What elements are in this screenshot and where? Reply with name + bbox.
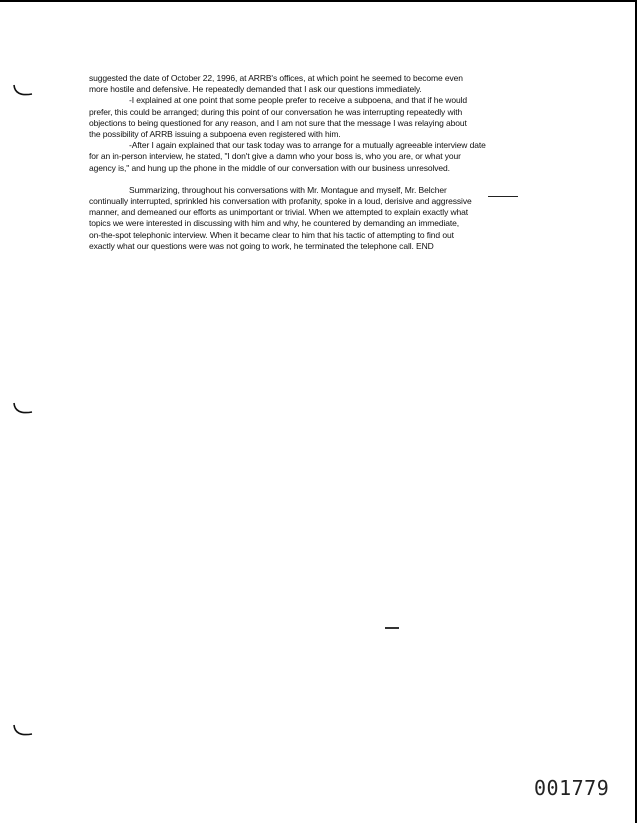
body-line: -After I again explained that our task today was to arrange for a mutually agreeable interview date (129, 140, 486, 151)
stray-dash-mark (385, 627, 399, 629)
punch-hole-mark-top (12, 84, 34, 100)
body-line: Summarizing, throughout his conversations with Mr. Montague and myself, Mr. Belcher (129, 184, 447, 195)
punch-hole-mark-middle (12, 402, 34, 418)
document-number-stamp: 001779 (534, 776, 610, 800)
body-line: continually interrupted, sprinkled his conversation with profanity, spoke in a loud, derisive and aggressive (89, 196, 472, 207)
paragraph-gap (89, 174, 559, 185)
body-line: objections to being questioned for any reason, and I am not sure that the message I was relaying about (89, 117, 467, 128)
body-line: prefer, this could be arranged; during this point of our conversation he was interrupting repeatedly with (89, 106, 463, 117)
body-line: the possibility of ARRB issuing a subpoena even registered with him. (89, 129, 341, 140)
body-line: exactly what our questions were was not going to work, he terminated the telephone call. END (89, 240, 434, 251)
redaction-overline-mark (488, 196, 518, 197)
body-line: manner, and demeaned our efforts as unimportant or trivial. When we attempted to explain exactly what (89, 207, 469, 218)
punch-hole-mark-bottom (12, 724, 34, 740)
page-border-top (0, 0, 637, 2)
memo-body (89, 73, 559, 252)
body-line: agency is," and hung up the phone in the middle of our conversation with our business unresolved. (89, 162, 450, 173)
body-line: more hostile and defensive. He repeatedly demanded that I ask our questions immediately. (89, 84, 422, 95)
body-line: topics we were interested in discussing with him and why, he countered by demanding an immediate, (89, 218, 460, 229)
body-line: on-the-spot telephonic interview. When it became clear to him that his tactic of attempting to find out (89, 229, 454, 240)
body-line: -I explained at one point that some people prefer to receive a subpoena, and that if he would (129, 95, 468, 106)
body-line: suggested the date of October 22, 1996, at ARRB's offices, at which point he seemed to become even (89, 73, 463, 83)
body-line: for an in-person interview, he stated, "I don't give a damn who your boss is, who you are, or what your (89, 151, 461, 162)
